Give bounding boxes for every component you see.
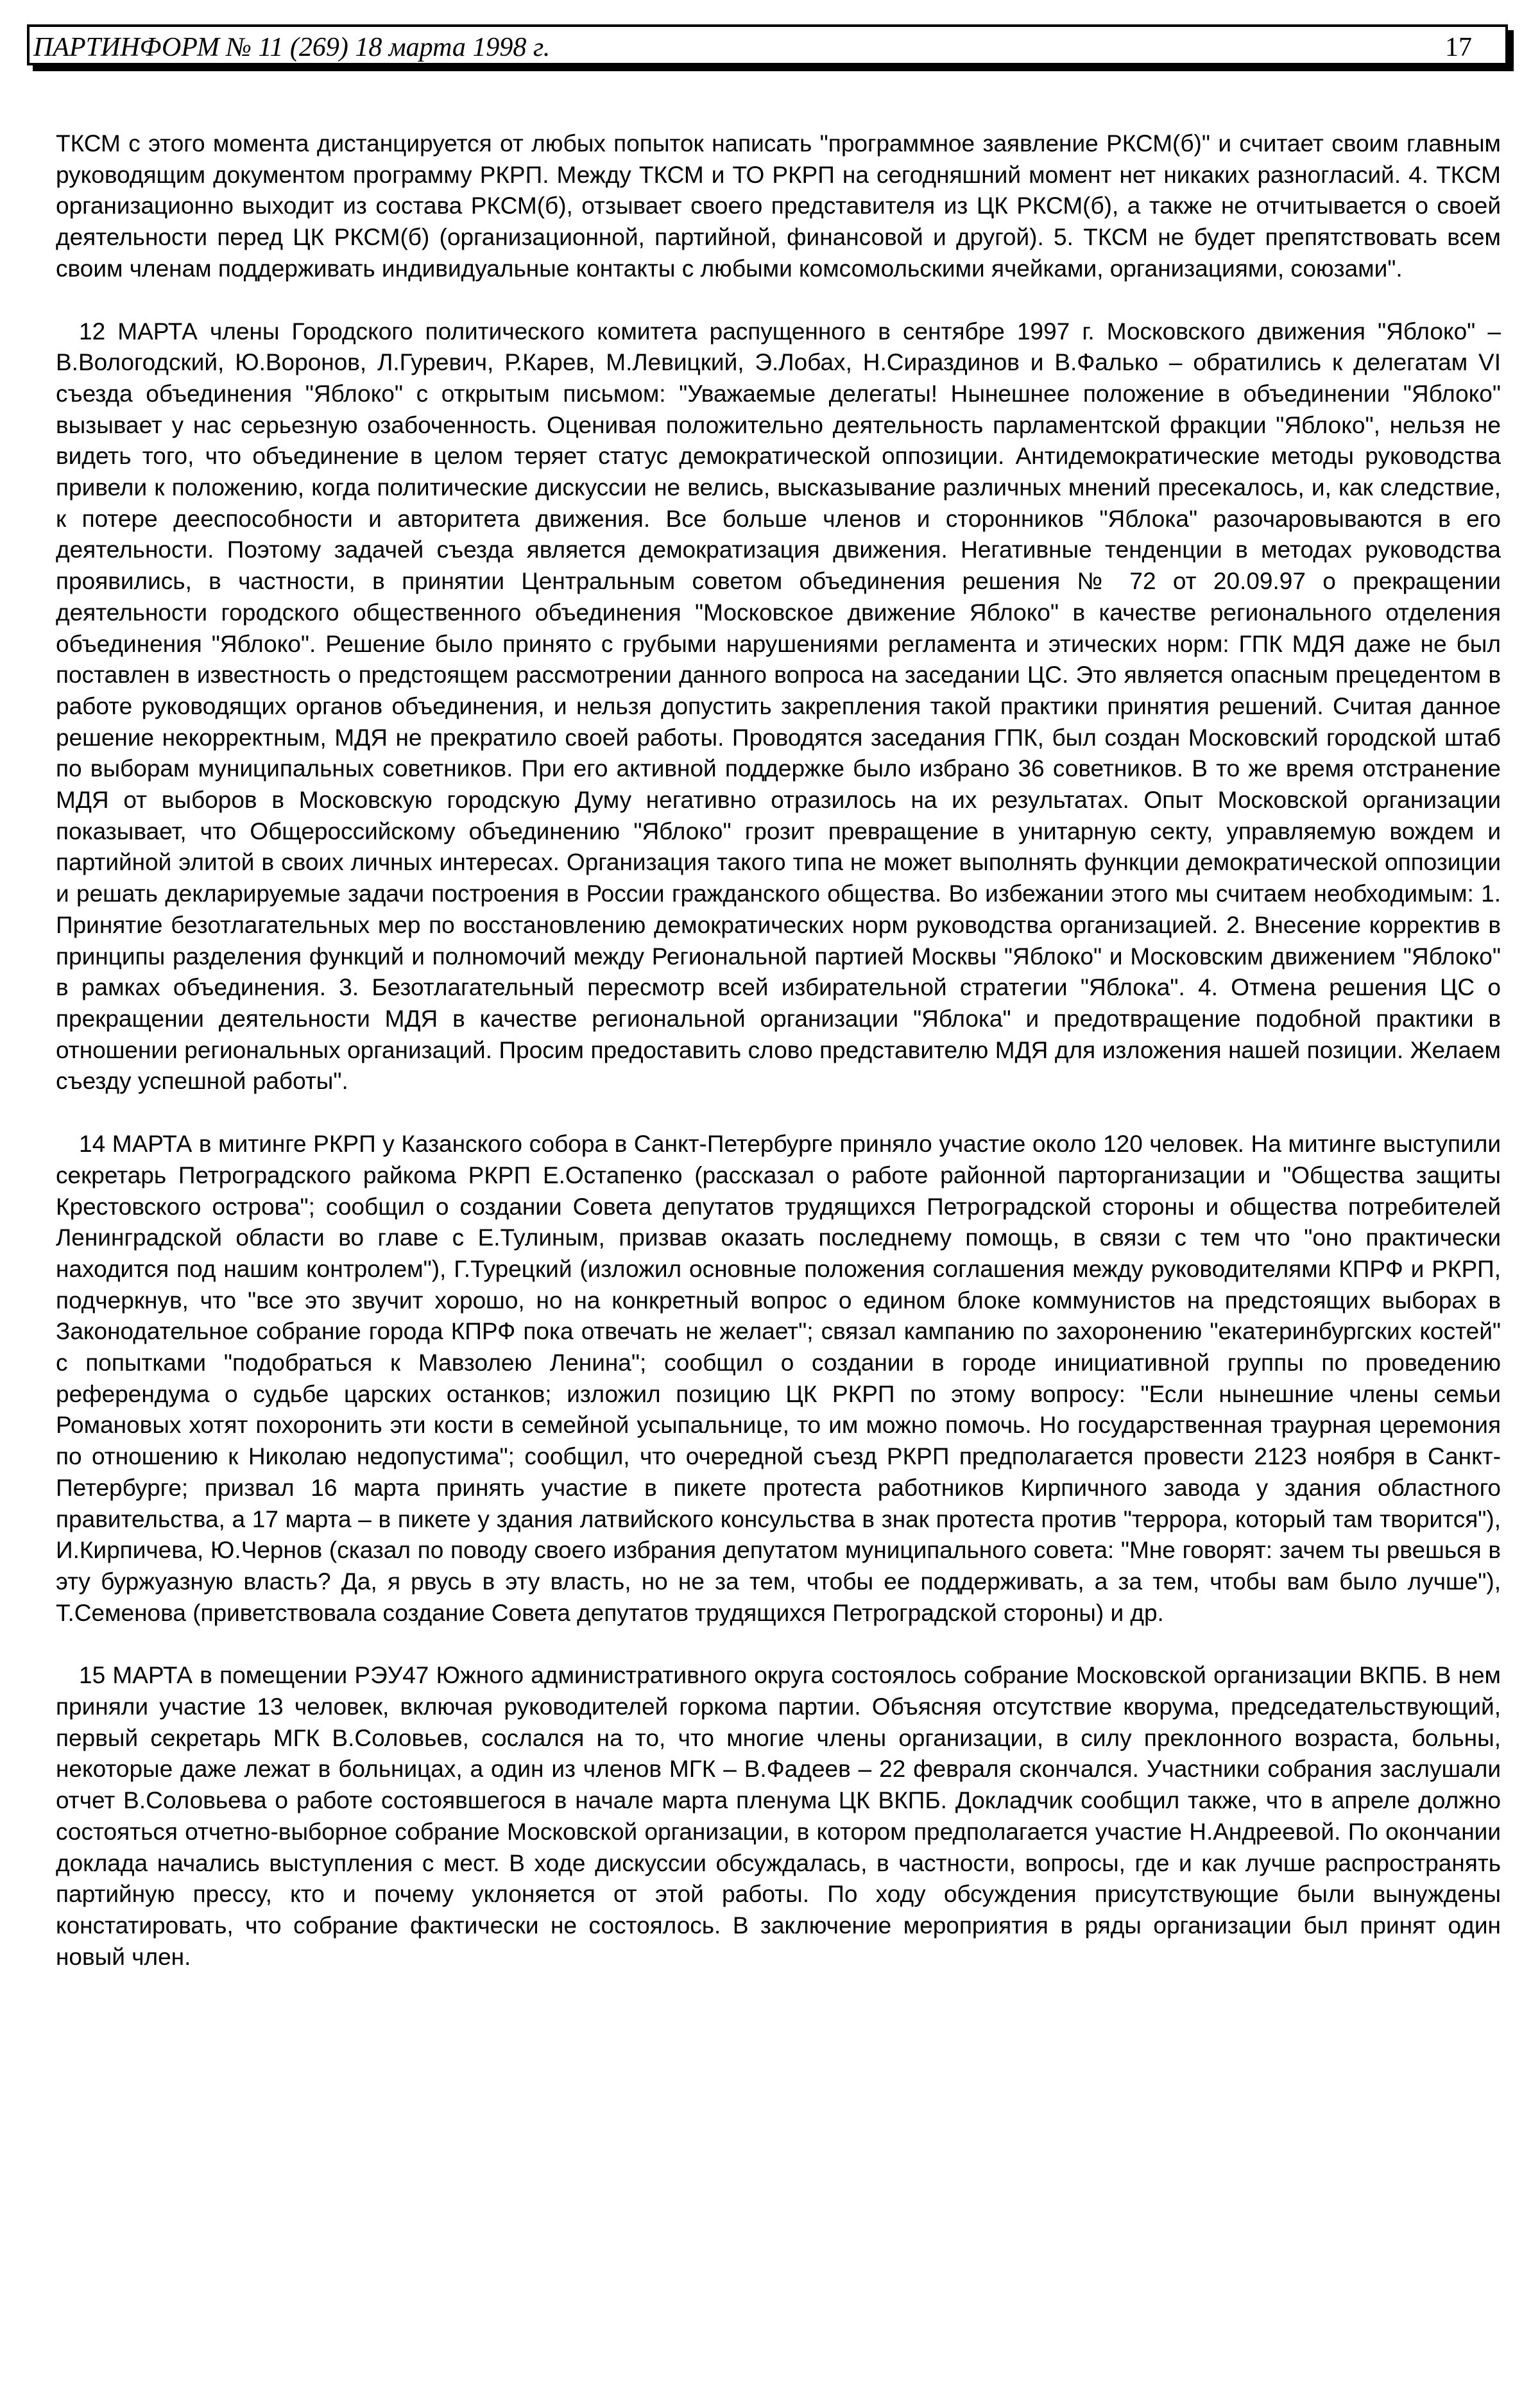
paragraph-march-15: 15 МАРТА в помещении РЭУ47 Южного административного округа состоялось собрание Московской организации ВКПБ. В нем приняли участие 13 человек, включая руководителей горкома партии. Объясняя отсутствие кворума, председательствующий, первый секретарь МГК В.Соловьев, сослался на то, что многие члены организации, в силу преклонного возраста, больны, некоторые даже лежат в больницах, а один из членов МГК – В.Фадеев – 22 февраля скончался. Участники собрания заслушали отчет В.Соловьева о работе состоявшегося в начале марта пленума ЦК ВКПБ. Докладчик сообщил также, что в апреле должно состояться отчетно-выборное собрание Московской организации, в котором предполагается участие Н.Андреевой. По окончании доклада начались выступления с мест. В ходе дискуссии обсуждалась, в частности, вопросы, где и как лучше распространять партийную прессу, кто и почему уклоняется от этой работы. По ходу обсуждения присутствующие были вынуждены констатировать, что собрание фактически не состоялось. В заключение мероприятия в ряды организации был принят один новый член. <box>56 1662 1501 1970</box>
paragraph-tksm: ТКСМ с этого момента дистанцируется от любых попыток написать "программное заявление РКСМ(б)" и считает своим главным руководящим документом программу РКРП. Между ТКСМ и ТО РКРП на сегодняшний момент нет никаких разногласий. 4. ТКСМ организационно выходит из состава РКСМ(б), отзывает своего представителя из ЦК РКСМ(б), а также не отчитывается о своей деятельности перед ЦК РКСМ(б) (организационной, партийной, финансовой и другой). 5. ТКСМ не будет препятствовать всем своим членам поддерживать индивидуальные контакты с любыми комсомольскими ячейками, организациями, союзами". <box>56 130 1501 282</box>
paragraph-march-12: 12 МАРТА члены Городского политического комитета распущенного в сентябре 1997 г. Московского движения "Яблоко" – В.Вологодский, Ю.Воронов, Л.Гуревич, Р.Карев, М.Левицкий, Э.Лобах, Н.Сираздинов и В.Фалько – обратились к делегатам VI съезда объединения "Яблоко" с открытым письмом: "Уважаемые делегаты! Нынешнее положение в объединении "Яблоко" вызывает у нас серьезную озабоченность. Оценивая положительно деятельность парламентской фракции "Яблоко", нельзя не видеть того, что объединение в целом теряет статус демократической оппозиции. Антидемократические методы руководства привели к положению, когда политические дискуссии не велись, высказывание различных мнений пресекалось, и, как следствие, к потере дееспособности и авторитета движения. Все больше членов и сторонников "Яблока" разочаровываются в его деятельности. Поэтому задачей съезда является демократизация движения. Негативные тенденции в методах руководства проявились, в частности, в принятии Центральным советом объединения решения № 72 от 20.09.97 о прекращении деятельности городского общественного объединения "Московское движение Яблоко" в качестве регионального отделения объединения "Яблоко". Решение было принято с грубыми нарушениями регламента и этических норм: ГПК МДЯ даже не был поставлен в известность о предстоящем рассмотрении данного вопроса на заседании ЦС. Это является опасным прецедентом в работе руководящих органов объединения, и нельзя допустить закрепления такой практики принятия решений. Считая данное решение некорректным, МДЯ не прекратило своей работы. Проводятся заседания ГПК, был создан Московский городской штаб по выборам муниципальных советников. При его активной поддержке было избрано 36 советников. В то же время отстранение МДЯ от выборов в Московскую городскую Думу негативно отразилось на их результатах. Опыт Московской организации показывает, что Общероссийскому объединению "Яблоко" грозит превращение в унитарную секту, управляемую вождем и партийной элитой в своих личных интересах. Организация такого типа не может выполнять функции демократической оппозиции и решать декларируемые задачи построения в России гражданского общества. Во избежании этого мы считаем необходимым: 1. Принятие безотлагательных мер по восстановлению демократических норм руководства организацией. 2. Внесение корректив в принципы разделения функций и полномочий между Региональной партией Москвы "Яблоко" и Московским движением "Яблоко" в рамках объединения. 3. Безотлагательный пересмотр всей избирательной стратегии "Яблока". 4. Отмена решения ЦС о прекращении деятельности МДЯ в качестве региональной организации "Яблока" и предотвращение подобной практики в отношении региональных организаций. Просим предоставить слово представителю МДЯ для изложения нашей позиции. Желаем съезду успешной работы". <box>56 318 1501 1095</box>
paragraph-gap <box>56 1629 1501 1660</box>
paragraph-march-14: 14 МАРТА в митинге РКРП у Казанского собора в Санкт-Петербурге приняло участие около 120 человек. На митинге выступили секретарь Петроградского райкома РКРП Е.Остапенко (рассказал о работе районной парторганизации и "Общества защиты Крестовского острова"; сообщил о создании Совета депутатов трудящихся Петроградской стороны и общества потребителей Ленинградской области во главе с Е.Тулиным, призвав оказать последнему помощь, в связи с тем что "оно практически находится под нашим контролем"), Г.Турецкий (изложил основные положения соглашения между руководителями КПРФ и РКРП, подчеркнув, что "все это звучит хорошо, но на конкретный вопрос о едином блоке коммунистов на предстоящих выборах в Законодательное собрание города КПРФ пока отвечать не желает"; связал кампанию по захоронению "екатеринбургских костей" с попытками "подобраться к Мавзолею Ленина"; сообщил о создании в городе инициативной группы по проведению референдума о судьбе царских останков; изложил позицию ЦК РКРП по этому вопросу: "Если нынешние члены семьи Романовых хотят похоронить эти кости в семейной усыпальнице, то им можно помочь. Но государственная траурная церемония по отношению к Николаю недопустима"; сообщил, что очередной съезд РКРП предполагается провести 2123 ноября в Санкт-Петербурге; призвал 16 марта принять участие в пикете протеста работников Кирпичного завода у здания областного правительства, а 17 марта – в пикете у здания латвийского консульства в знак протеста против "террора, который там творится"), И.Кирпичева, Ю.Чернов (сказал по поводу своего избрания депутатом муниципального совета: "Мне говорят: зачем ты рвешься в эту буржуазную власть? Да, я рвусь в эту власть, но не за тем, чтобы ее поддерживать, а за тем, чтобы вам было лучше"), Т.Семенова (приветствовала создание Совета депутатов трудящихся Петроградской стороны) и др. <box>56 1131 1501 1626</box>
paragraph-gap <box>56 1097 1501 1129</box>
page-number: 17 <box>1445 33 1472 62</box>
page-header <box>27 24 1508 65</box>
paragraph-gap <box>56 285 1501 316</box>
header-title: ПАРТИНФОРМ № 11 (269) 18 марта 1998 г. <box>33 33 551 62</box>
article-body <box>56 128 1501 1973</box>
